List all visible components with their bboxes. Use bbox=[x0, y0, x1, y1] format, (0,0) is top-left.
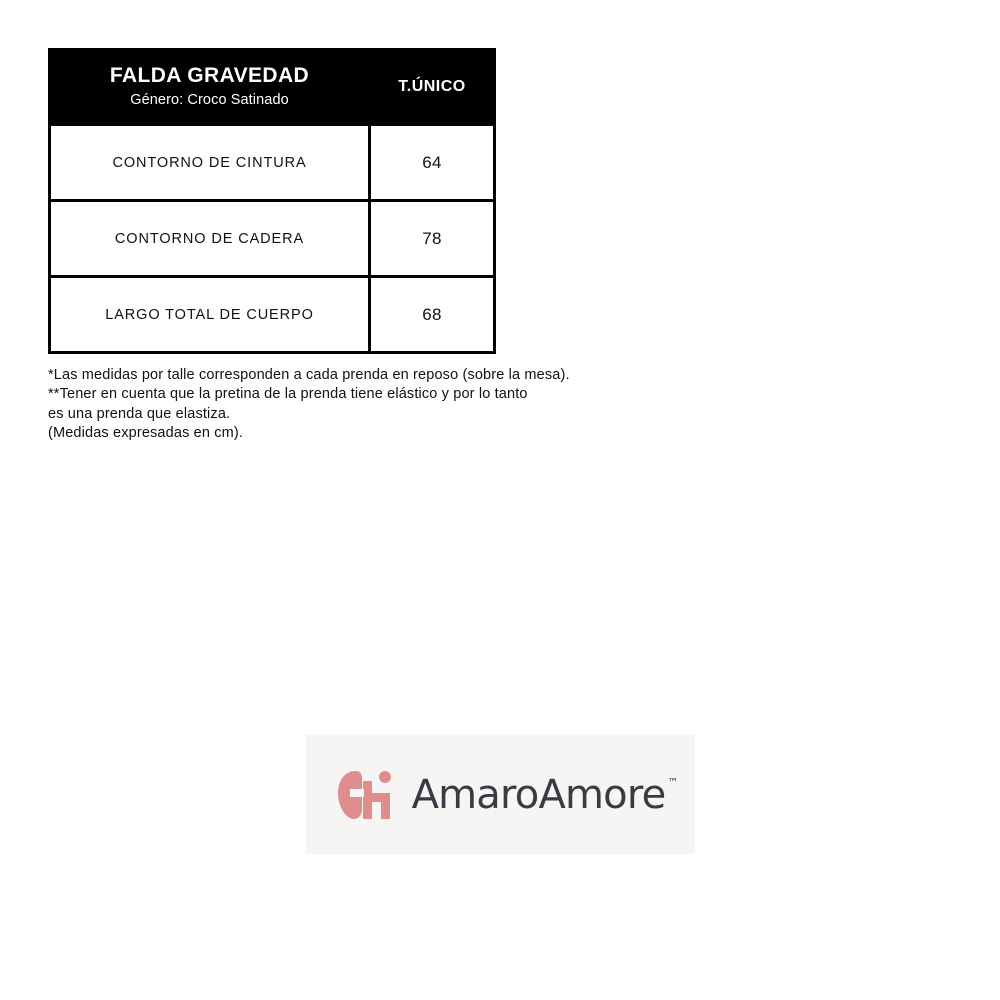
table-row bbox=[50, 277, 495, 353]
garment-title: FALDA GRAVEDAD bbox=[109, 64, 310, 88]
amaroamore-monogram-icon bbox=[336, 767, 398, 823]
brand-logo bbox=[306, 735, 695, 854]
table-header-row bbox=[50, 50, 495, 125]
garment-subtitle: Género: Croco Satinado bbox=[130, 92, 289, 109]
size-header-cell bbox=[370, 50, 495, 125]
size-chart-table bbox=[48, 48, 496, 354]
measure-value-hip: 78 bbox=[370, 201, 495, 277]
measure-value-length: 68 bbox=[370, 277, 495, 353]
logo-wordmark-text: AmaroAmore bbox=[411, 771, 666, 818]
trademark-symbol: ™ bbox=[667, 775, 679, 789]
measure-label-hip: CONTORNO DE CADERA bbox=[50, 201, 370, 277]
size-column-label: T.ÚNICO bbox=[398, 78, 466, 95]
garment-header-cell bbox=[50, 50, 370, 125]
table-row bbox=[50, 125, 495, 201]
measure-value-waist: 64 bbox=[370, 125, 495, 201]
table-row bbox=[50, 201, 495, 277]
note-line-2: **Tener en cuenta que la pretina de la prenda tiene elástico y por lo tanto bbox=[48, 386, 528, 403]
note-line-4: (Medidas expresadas en cm). bbox=[48, 425, 244, 442]
logo-wordmark-container bbox=[411, 771, 679, 818]
measurement-notes bbox=[48, 366, 570, 444]
note-line-3: es una prenda que elastiza. bbox=[48, 405, 231, 422]
measure-label-waist: CONTORNO DE CINTURA bbox=[50, 125, 370, 201]
measure-label-length: LARGO TOTAL DE CUERPO bbox=[50, 277, 370, 353]
note-line-1: *Las medidas por talle corresponden a cada prenda en reposo (sobre la mesa). bbox=[48, 367, 570, 383]
